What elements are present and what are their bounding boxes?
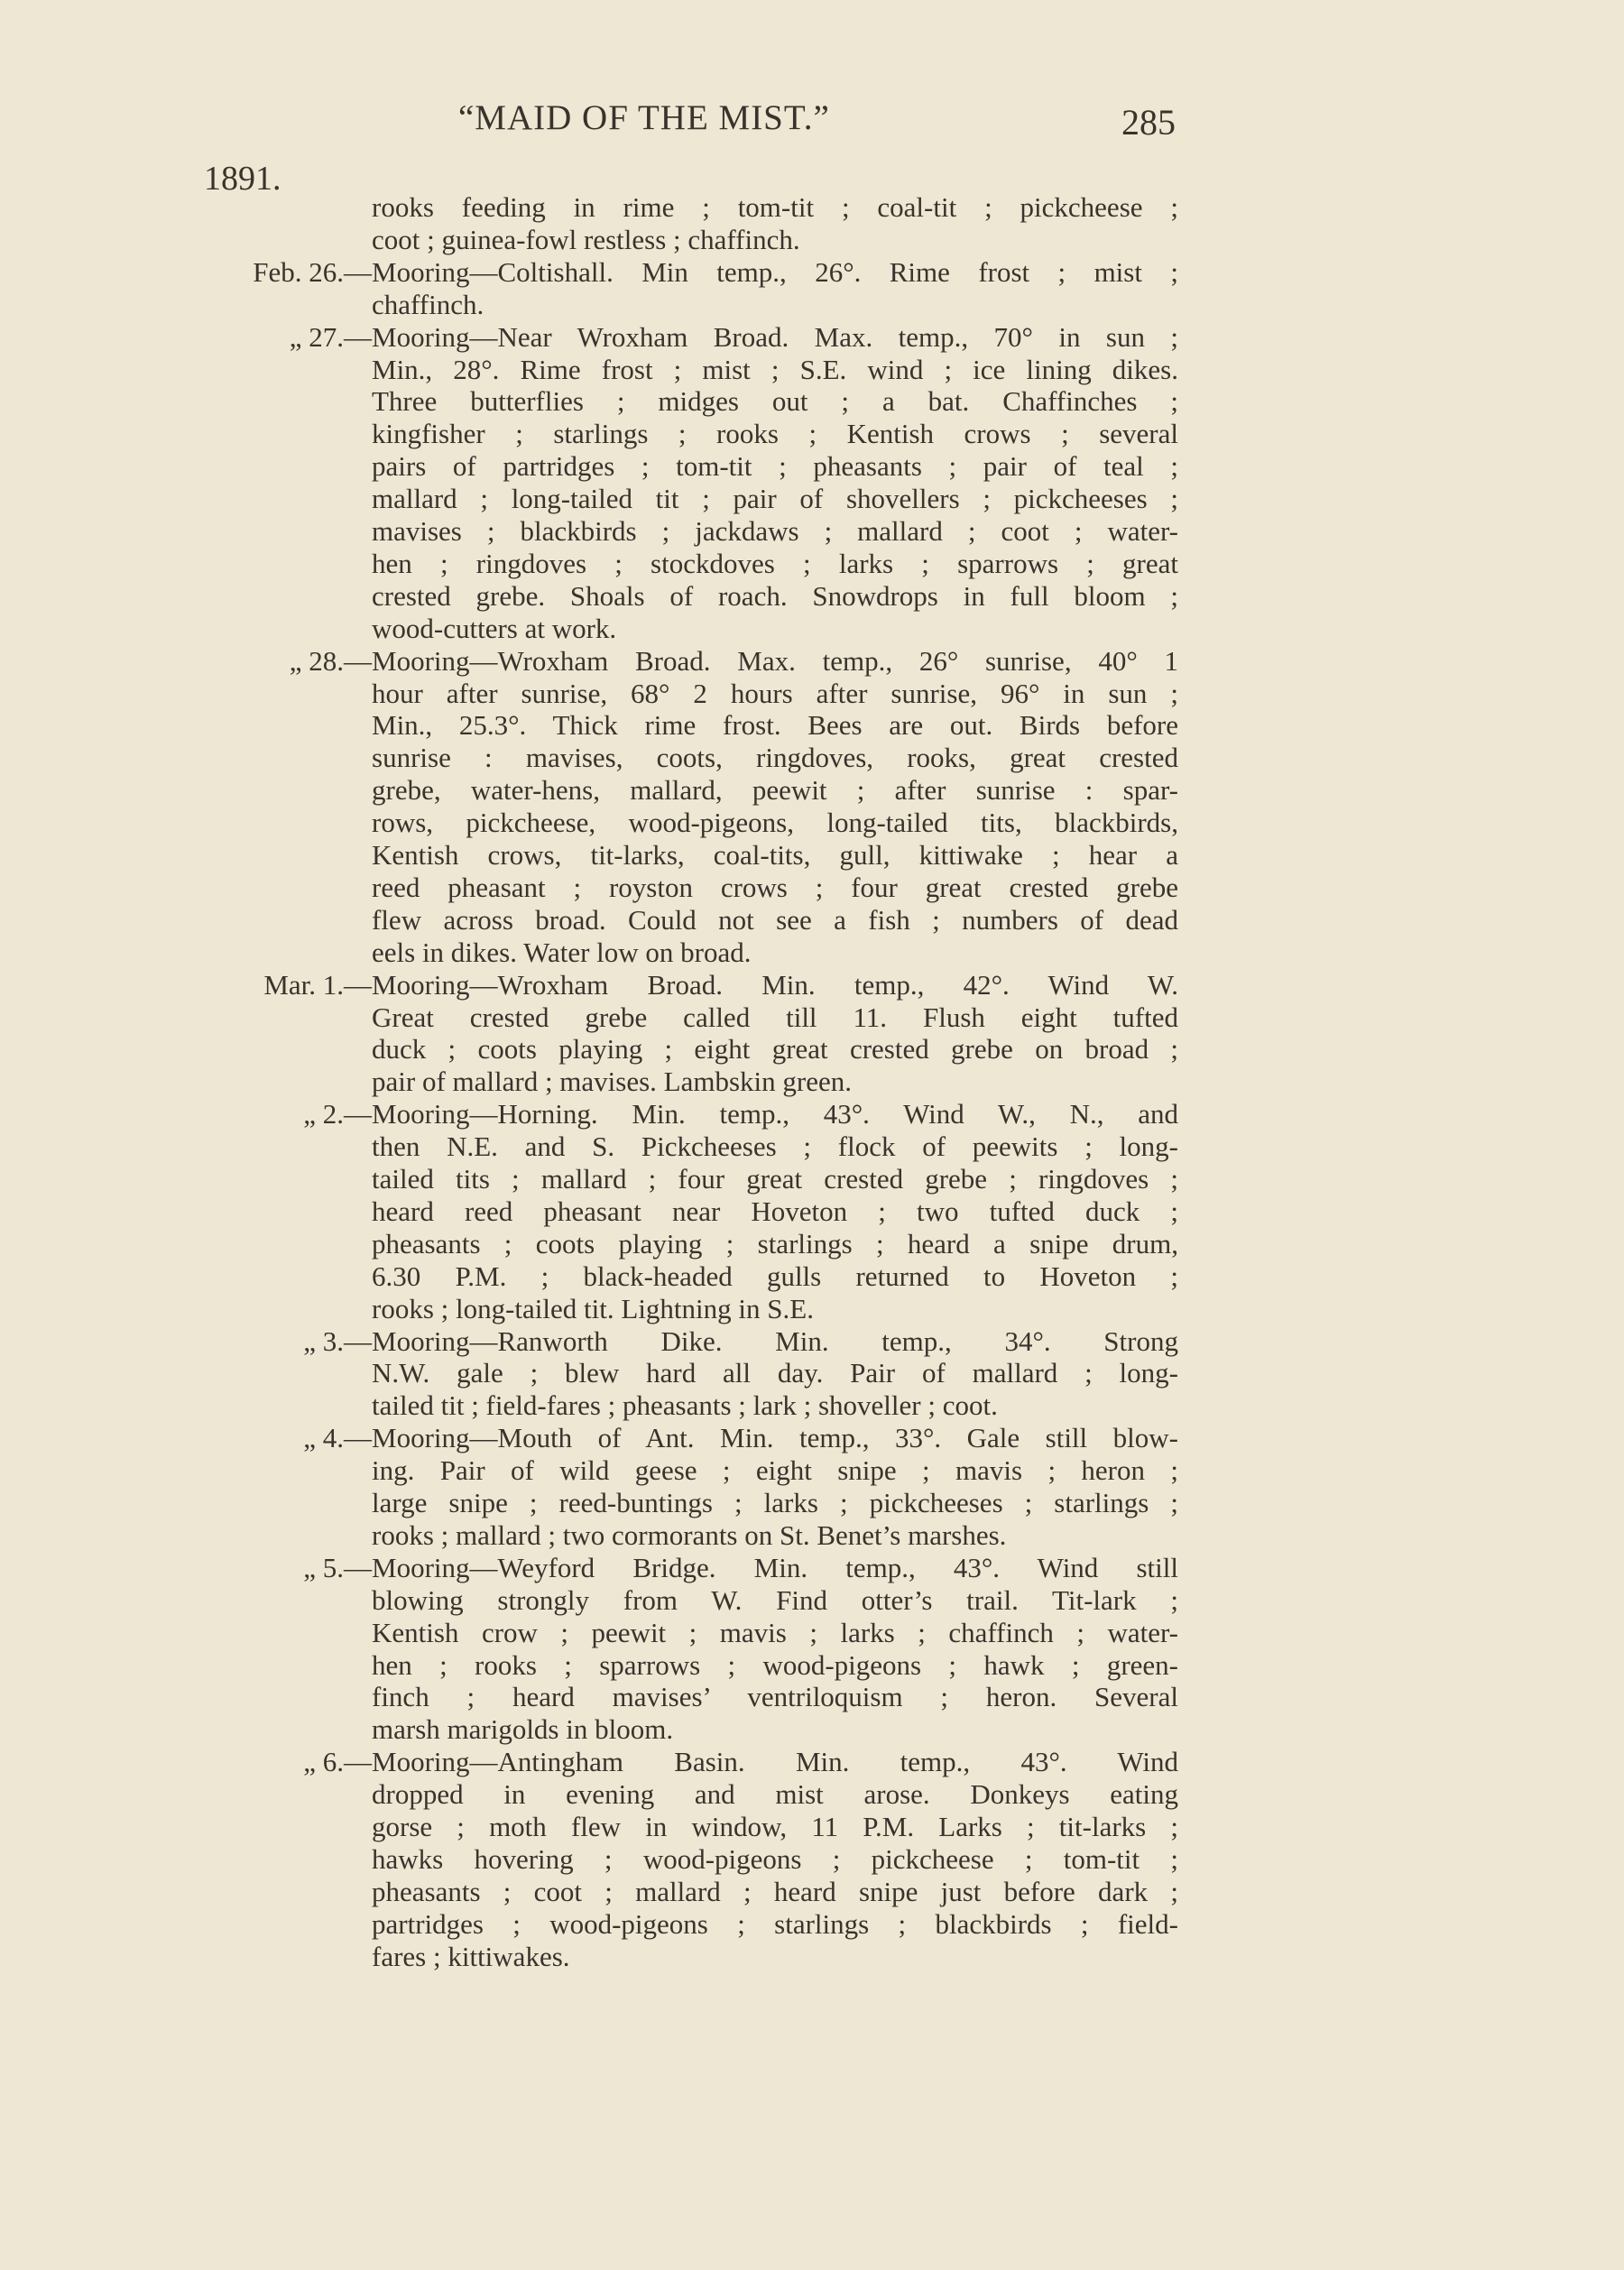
entry-text-line: Mooring—Wroxham Broad. Min. temp., 42°. Wind W. [372,968,1178,1001]
entry-text-line: rooks feeding in rime ; tom-tit ; coal-tit ; pickcheese ; [372,191,1178,223]
entry-text-line: gorse ; moth flew in window, 11 P.M. Larks ; tit-larks ; [372,1811,1178,1842]
entry-text-line: Mooring—Horning. Min. temp., 43°. Wind W., N., and [372,1098,1178,1130]
entry-text-line: 6.30 P.M. ; black-headed gulls returned to Hoveton ; [372,1260,1178,1292]
entry-text-line: sunrise : mavises, coots, ringdoves, rooks, great crested [372,742,1178,774]
entry-text-line: hour after sunrise, 68° 2 hours after sunrise, 96° in sun ; [372,677,1178,709]
diary-entry-first-line [0,1422,1178,1454]
entry-text-line: Kentish crows, tit-larks, coal-tits, gull, kittiwake ; hear a [372,839,1178,871]
entry-text-line: Mooring—Antingham Basin. Min. temp., 43°. Wind [372,1746,1178,1778]
entry-text-line: Mooring—Wroxham Broad. Max. temp., 26° sunrise, 40° 1 [372,644,1178,677]
running-title: “MAID OF THE MIST.” [458,98,830,137]
entry-text-line: Min., 28°. Rime frost ; mist ; S.E. wind ; ice lining dikes. [372,353,1178,385]
entry-text-line: hawks hovering ; wood-pigeons ; pickcheese ; tom-tit ; [372,1842,1178,1875]
diary-entry-first-line [0,969,1178,1001]
entry-text-line: marsh marigolds in bloom. [372,1713,674,1746]
diary-entry-first-line [0,1746,1178,1778]
entry-text-line: finch ; heard mavises’ ventriloquism ; heron. Several [372,1681,1178,1713]
entry-text-line: reed pheasant ; royston crows ; four great crested grebe [372,871,1178,903]
diary-entry-first-line [0,1098,1178,1130]
entry-text-line: kingfisher ; starlings ; rooks ; Kentish crows ; several [372,418,1178,450]
entry-text-line: grebe, water-hens, mallard, peewit ; after sunrise : spar- [372,774,1178,807]
entry-date: „ 4.— [303,1422,372,1454]
entry-text-line: Mooring—Ranworth Dike. Min. temp., 34°. Strong [372,1324,1178,1357]
entry-text-line: pheasants ; coot ; mallard ; heard snipe just before dark ; [372,1875,1178,1907]
entry-text-line: then N.E. and S. Pickcheeses ; flock of peewits ; long- [372,1130,1178,1163]
entry-text-line: eels in dikes. Water low on broad. [372,936,752,968]
entry-text-line: rows, pickcheese, wood-pigeons, long-tailed tits, blackbirds, [372,807,1178,839]
entry-text-line: wood-cutters at work. [372,612,617,644]
entry-text-line: N.W. gale ; blew hard all day. Pair of mallard ; long- [372,1357,1178,1389]
diary-entry-first-line [0,321,1178,354]
entry-date: „ 5.— [303,1551,372,1583]
diary-entry-first-line [0,256,1178,289]
entry-date: Mar. 1.— [263,968,372,1001]
entry-date: „ 3.— [303,1324,372,1357]
entry-text-line: pheasants ; coots playing ; starlings ; heard a snipe drum, [372,1227,1178,1260]
entry-text-line: tailed tit ; field-fares ; pheasants ; lark ; shoveller ; coot. [372,1389,998,1422]
entry-text-line: large snipe ; reed-buntings ; larks ; pickcheeses ; starlings ; [372,1487,1178,1518]
entry-text-line: mavises ; blackbirds ; jackdaws ; mallard ; coot ; water- [372,515,1178,547]
entry-text-line: Min., 25.3°. Thick rime frost. Bees are out. Birds before [372,709,1178,742]
entry-text-line: blowing strongly from W. Find otter’s trail. Tit-lark ; [372,1583,1178,1616]
entry-text-line: pairs of partridges ; tom-tit ; pheasants ; pair of teal ; [372,450,1178,483]
entry-text-line: tailed tits ; mallard ; four great crested grebe ; ringdoves ; [372,1163,1178,1195]
entry-text-line: Mooring—Mouth of Ant. Min. temp., 33°. Gale still blow- [372,1422,1178,1454]
entry-text-line: fares ; kittiwakes. [372,1940,570,1972]
entry-text-line: coot ; guinea-fowl restless ; chaffinch. [372,223,800,255]
entry-text-line: partridges ; wood-pigeons ; starlings ; blackbirds ; field- [372,1907,1178,1940]
diary-entry-first-line [0,1552,1178,1584]
entry-text-line: Great crested grebe called till 11. Flush eight tufted [372,1001,1178,1033]
year-heading: 1891. [204,160,281,198]
entry-text-line: Three butterflies ; midges out ; a bat. Chaffinches ; [372,385,1178,418]
entry-text-line: flew across broad. Could not see a fish ; numbers of dead [372,903,1178,936]
page-number: 285 [1121,102,1176,143]
entry-date: Feb. 26.— [253,255,372,288]
entry-text-line: ing. Pair of wild geese ; eight snipe ; mavis ; heron ; [372,1454,1178,1487]
diary-entry-first-line [0,645,1178,678]
entry-date: „ 28.— [289,644,372,677]
entry-text-line: mallard ; long-tailed tit ; pair of shovellers ; pickcheeses ; [372,483,1178,515]
entry-text-line: hen ; rooks ; sparrows ; wood-pigeons ; hawk ; green- [372,1648,1178,1681]
entry-text-line: Kentish crow ; peewit ; mavis ; larks ; chaffinch ; water- [372,1616,1178,1648]
diary-entry-first-line [0,1325,1178,1358]
entry-text-line: Mooring—Coltishall. Min temp., 26°. Rime frost ; mist ; [372,255,1178,288]
entry-text-line: Mooring—Near Wroxham Broad. Max. temp., 70° in sun ; [372,320,1178,353]
entry-text-line: dropped in evening and mist arose. Donkeys eating [372,1778,1178,1811]
entry-text-line: rooks ; long-tailed tit. Lightning in S.E. [372,1292,814,1324]
entry-text-line: hen ; ringdoves ; stockdoves ; larks ; sparrows ; great [372,547,1178,579]
entry-date: „ 6.— [303,1746,372,1778]
entry-text-line: crested grebe. Shoals of roach. Snowdrops in full bloom ; [372,579,1178,612]
entry-text-line: heard reed pheasant near Hoveton ; two tufted duck ; [372,1195,1178,1227]
entry-text-line: Mooring—Weyford Bridge. Min. temp., 43°. Wind still [372,1551,1178,1583]
entry-text-line: chaffinch. [372,288,484,320]
entry-text-line: rooks ; mallard ; two cormorants on St. Benet’s marshes. [372,1518,1007,1551]
entry-text-line: duck ; coots playing ; eight great crested grebe on broad ; [372,1033,1178,1066]
entry-date: „ 2.— [303,1098,372,1130]
entry-date: „ 27.— [289,320,372,353]
entry-text-line: pair of mallard ; mavises. Lambskin green. [372,1066,853,1098]
